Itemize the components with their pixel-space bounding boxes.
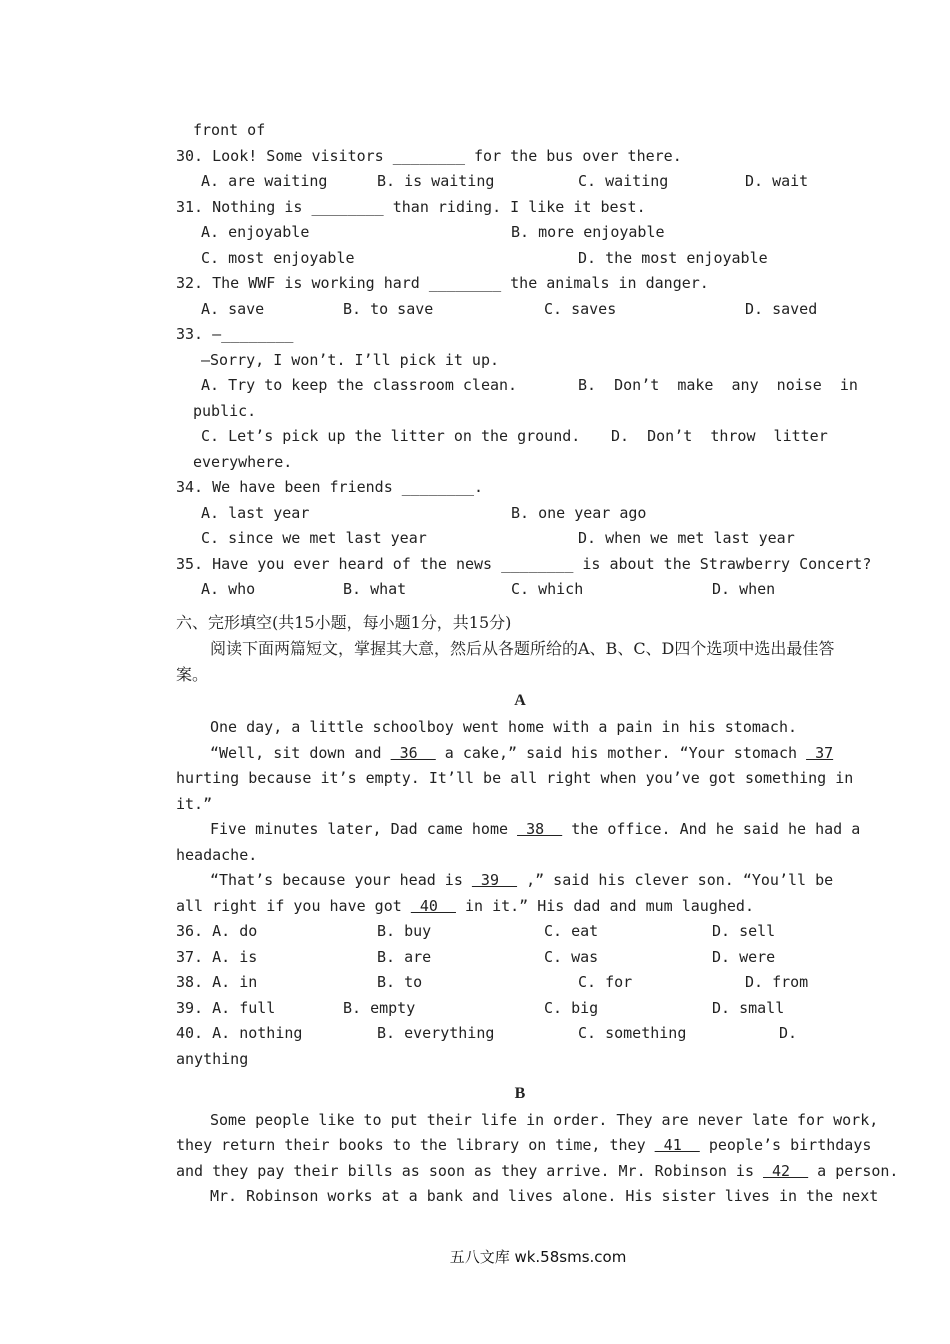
passage-a-line: hurting because it’s empty. It’ll be all right when you’ve got something in (176, 769, 854, 787)
q30-option-c: C. waiting (578, 172, 669, 190)
q40-option-c: C. something (578, 1024, 687, 1042)
q33-option-c: C. Let’s pick up the litter on the ground. (201, 427, 581, 445)
question-30: 30. Look! Some visitors ________ for the bus over there. (176, 147, 682, 165)
passage-b-line: they return their books to the library on time, they 41 people’s birthdays (176, 1136, 872, 1154)
q31-option-d: D. the most enjoyable (578, 249, 768, 267)
q37-option-a: 37. A. is (176, 948, 258, 966)
q31-option-a: A. enjoyable (201, 223, 310, 241)
q33-option-b: B. Don’t make any noise in (578, 376, 858, 394)
q33-option-a: A. Try to keep the classroom clean. (201, 376, 518, 394)
blank-37: 37 (806, 744, 834, 762)
question-32: 32. The WWF is working hard ________ the animals in danger. (176, 274, 709, 292)
blank-41: 41 (654, 1136, 700, 1154)
q40-option-b: B. everything (377, 1024, 495, 1042)
q37-option-d: D. were (712, 948, 776, 966)
q39-option-d: D. small (712, 999, 785, 1017)
passage-b-line: and they pay their bills as soon as they arrive. Mr. Robinson is 42 a person. (176, 1162, 899, 1180)
q34-option-a: A. last year (201, 504, 310, 522)
q34-option-c: C. since we met last year (201, 529, 427, 547)
q32-option-a: A. save (201, 300, 265, 318)
q39-option-a: 39. A. full (176, 999, 276, 1017)
q30-option-b: B. is waiting (377, 172, 495, 190)
blank-40: 40 (410, 897, 456, 915)
passage-a-line: headache. (176, 846, 258, 864)
q36-option-c: C. eat (544, 922, 599, 940)
q36-option-d: D. sell (712, 922, 776, 940)
section-instructions: 阅读下面两篇短文，掌握其大意，然后从各题所给的A、B、C、D四个选项中选出最佳答 (210, 639, 835, 658)
q30-option-d: D. wait (745, 172, 809, 190)
fragment-text: front of (193, 121, 266, 139)
blank-38: 38 (517, 820, 563, 838)
q35-option-c: C. which (511, 580, 584, 598)
q36-option-a: 36. A. do (176, 922, 258, 940)
q32-option-d: D. saved (745, 300, 818, 318)
blank-39: 39 (471, 871, 518, 889)
q34-option-b: B. one year ago (511, 504, 647, 522)
passage-b-line: Some people like to put their life in order. They are never late for work, (210, 1111, 879, 1129)
q32-option-b: B. to save (343, 300, 434, 318)
q40-option-d: D. (779, 1024, 798, 1042)
q37-option-c: C. was (544, 948, 599, 966)
question-33: 33. —________ (176, 325, 294, 343)
passage-a-label: A (514, 692, 526, 709)
passage-a-line: “That’s because your head is 39 ,” said his clever son. “You’ll be (210, 871, 834, 889)
q33-option-d-cont: everywhere. (193, 453, 293, 471)
passage-a-line: “Well, sit down and 36 a cake,” said his mother. “Your stomach 37 (210, 744, 834, 762)
q35-option-b: B. what (343, 580, 407, 598)
question-35: 35. Have you ever heard of the news ________ is about the Strawberry Concert? (176, 555, 872, 573)
blank-42: 42 (763, 1162, 809, 1180)
passage-b-line: Mr. Robinson works at a bank and lives alone. His sister lives in the next (210, 1187, 879, 1205)
q37-option-b: B. are (377, 948, 432, 966)
question-31: 31. Nothing is ________ than riding. I like it best. (176, 198, 646, 216)
q40-option-d-cont: anything (176, 1050, 249, 1068)
q31-option-c: C. most enjoyable (201, 249, 355, 267)
q38-option-d: D. from (745, 973, 809, 991)
passage-a-line: Five minutes later, Dad came home 38 the office. And he said he had a (210, 820, 861, 838)
q39-option-c: C. big (544, 999, 599, 1017)
q33-reply: —Sorry, I won’t. I’ll pick it up. (201, 351, 500, 369)
blank-36: 36 (390, 744, 436, 762)
passage-a-line: One day, a little schoolboy went home with a pain in his stomach. (210, 718, 797, 736)
section-instructions-cont: 案。 (176, 665, 209, 684)
q35-option-a: A. who (201, 580, 256, 598)
passage-a-line: all right if you have got 40 in it.” His dad and mum laughed. (176, 897, 754, 915)
footer-watermark: 五八文库 wk.58sms.com (449, 1248, 627, 1266)
question-34: 34. We have been friends ________. (176, 478, 484, 496)
q36-option-b: B. buy (377, 922, 432, 940)
q31-option-b: B. more enjoyable (511, 223, 665, 241)
q38-option-c: C. for (578, 973, 633, 991)
q34-option-d: D. when we met last year (578, 529, 795, 547)
section-heading: 六、完形填空(共15小题，每小题1分，共15分) (176, 613, 512, 632)
q39-option-b: B. empty (343, 999, 416, 1017)
q35-option-d: D. when (712, 580, 776, 598)
q38-option-a: 38. A. in (176, 973, 258, 991)
passage-b-label: B (514, 1085, 526, 1102)
q30-option-a: A. are waiting (201, 172, 328, 190)
q38-option-b: B. to (377, 973, 423, 991)
q33-option-d: D. Don’t throw litter (611, 427, 828, 445)
q32-option-c: C. saves (544, 300, 617, 318)
q33-option-b-cont: public. (193, 402, 257, 420)
passage-a-line: it.” (176, 795, 213, 813)
q40-option-a: 40. A. nothing (176, 1024, 303, 1042)
